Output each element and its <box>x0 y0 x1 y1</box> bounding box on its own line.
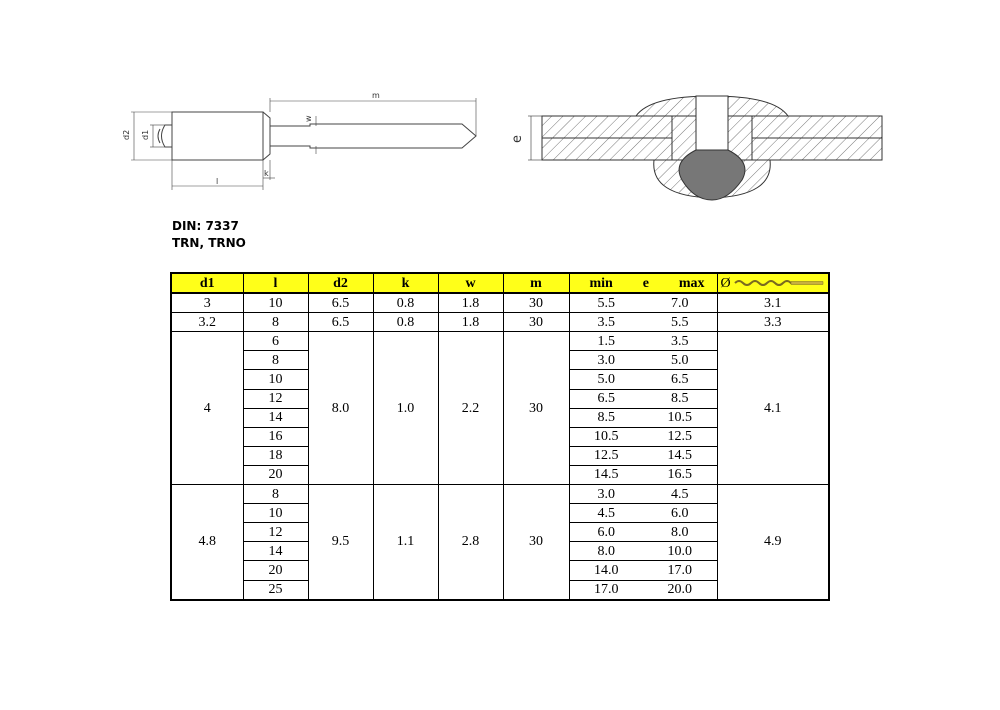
cell-e-min: 1.5 <box>569 332 643 351</box>
cell-l: 20 <box>243 465 308 484</box>
diameter-symbol: Ø <box>720 275 731 291</box>
header-d2: d2 <box>308 273 373 293</box>
cell-m: 30 <box>503 293 569 313</box>
cell-d2: 9.5 <box>308 485 373 600</box>
cell-e-max: 4.5 <box>643 485 717 504</box>
cell-l: 8 <box>243 485 308 504</box>
header-e-label: e <box>642 275 649 291</box>
header-e-min: min <box>589 275 613 291</box>
cell-l: 20 <box>243 561 308 580</box>
cell-l: 12 <box>243 389 308 408</box>
rivet-type: TRN, TRNO <box>172 236 246 250</box>
cell-l: 25 <box>243 580 308 600</box>
cell-e-max: 6.0 <box>643 504 717 523</box>
cell-e-min: 3.0 <box>569 351 643 370</box>
cell-k: 1.0 <box>373 332 438 485</box>
cell-m: 30 <box>503 485 569 600</box>
cell-e-max: 8.5 <box>643 389 717 408</box>
cell-l: 18 <box>243 446 308 465</box>
table-body <box>171 293 829 600</box>
cell-e-min: 6.5 <box>569 389 643 408</box>
label-w: w <box>304 115 313 122</box>
cell-l: 8 <box>243 313 308 332</box>
cell-w: 2.2 <box>438 332 503 485</box>
cell-e-min: 3.0 <box>569 485 643 504</box>
table-row <box>171 485 829 504</box>
header-d1: d1 <box>171 273 243 293</box>
table-row <box>171 332 829 351</box>
header-drill <box>717 273 829 293</box>
table-row <box>171 293 829 313</box>
label-l: l <box>216 177 219 186</box>
cell-m: 30 <box>503 313 569 332</box>
cell-e-max: 16.5 <box>643 465 717 484</box>
cell-e-min: 3.5 <box>569 313 643 332</box>
cell-k: 0.8 <box>373 293 438 313</box>
cell-l: 10 <box>243 370 308 389</box>
cell-l: 14 <box>243 408 308 427</box>
cell-d1: 4.8 <box>171 485 243 600</box>
cell-k: 1.1 <box>373 485 438 600</box>
cell-drill: 4.9 <box>717 485 829 600</box>
cell-e-min: 8.0 <box>569 542 643 561</box>
cell-e-min: 12.5 <box>569 446 643 465</box>
rivet-dimensions-table <box>170 272 830 601</box>
cell-e-max: 8.0 <box>643 523 717 542</box>
table-header <box>171 273 829 293</box>
rivet-section-view <box>528 96 882 200</box>
header-m: m <box>503 273 569 293</box>
cell-l: 6 <box>243 332 308 351</box>
cell-w: 1.8 <box>438 293 503 313</box>
cell-e-max: 6.5 <box>643 370 717 389</box>
cell-e-max: 5.0 <box>643 351 717 370</box>
cell-e-min: 5.0 <box>569 370 643 389</box>
cell-drill: 3.1 <box>717 293 829 313</box>
cell-d1: 3 <box>171 293 243 313</box>
cell-d1: 4 <box>171 332 243 485</box>
cell-e-max: 10.0 <box>643 542 717 561</box>
rivet-side-view <box>131 98 476 190</box>
cell-e-max: 17.0 <box>643 561 717 580</box>
cell-d2: 8.0 <box>308 332 373 485</box>
cell-e-min: 6.0 <box>569 523 643 542</box>
cell-e-min: 14.5 <box>569 465 643 484</box>
cell-w: 2.8 <box>438 485 503 600</box>
header-e-max: max <box>678 275 705 291</box>
cell-e-min: 5.5 <box>569 293 643 313</box>
cell-l: 16 <box>243 427 308 446</box>
cell-drill: 4.1 <box>717 332 829 485</box>
cell-l: 8 <box>243 351 308 370</box>
cell-e-max: 10.5 <box>643 408 717 427</box>
label-m: m <box>372 91 380 100</box>
cell-e-max: 12.5 <box>643 427 717 446</box>
label-d1: d1 <box>141 129 150 140</box>
label-k: k <box>264 169 269 178</box>
cell-d2: 6.5 <box>308 293 373 313</box>
cell-e-max: 5.5 <box>643 313 717 332</box>
din-standard: DIN: 7337 <box>172 219 239 233</box>
cell-e-min: 8.5 <box>569 408 643 427</box>
cell-e-max: 3.5 <box>643 332 717 351</box>
header-w: w <box>438 273 503 293</box>
cell-drill: 3.3 <box>717 313 829 332</box>
header-l: l <box>243 273 308 293</box>
cell-m: 30 <box>503 332 569 485</box>
rivet-drawing <box>0 0 1000 210</box>
cell-e-min: 17.0 <box>569 580 643 600</box>
cell-d1: 3.2 <box>171 313 243 332</box>
header-k: k <box>373 273 438 293</box>
cell-e-min: 10.5 <box>569 427 643 446</box>
drill-bit-icon <box>733 278 825 288</box>
cell-e-max: 14.5 <box>643 446 717 465</box>
cell-l: 12 <box>243 523 308 542</box>
cell-w: 1.8 <box>438 313 503 332</box>
cell-e-max: 20.0 <box>643 580 717 600</box>
cell-e-min: 14.0 <box>569 561 643 580</box>
header-e <box>569 273 717 293</box>
cell-d2: 6.5 <box>308 313 373 332</box>
cell-l: 14 <box>243 542 308 561</box>
label-e: e <box>510 135 525 143</box>
cell-l: 10 <box>243 504 308 523</box>
cell-e-min: 4.5 <box>569 504 643 523</box>
cell-e-max: 7.0 <box>643 293 717 313</box>
label-d2: d2 <box>122 129 131 140</box>
cell-k: 0.8 <box>373 313 438 332</box>
cell-l: 10 <box>243 293 308 313</box>
table-row <box>171 313 829 332</box>
